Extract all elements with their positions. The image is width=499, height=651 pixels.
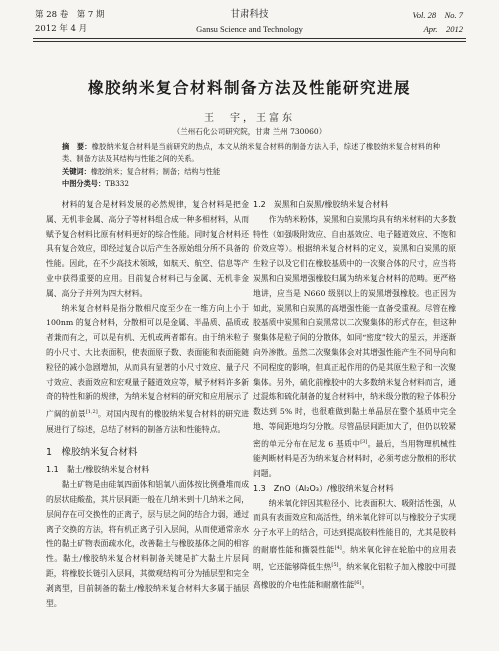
- zno-text-3: 。纳米氧化铝粒子加入橡胶中可提高橡胶的介电性能和耐磨性能: [253, 562, 457, 590]
- section-heading-1: 1 橡胶纳米复合材料: [46, 447, 138, 459]
- affiliation: （兰州石化公司研究院，甘肃 兰州 730060）: [172, 127, 327, 136]
- zno-text: 纳米氧化锌因其粒径小、比表面积大、吸附活性强，从而具有表面效应和高活性，纳米氧化锌可以与橡胶分子实现分子水平上的结合，可达到提高胶料性能目的，尤其是胶料的耐磨性能和撕裂性能: [253, 498, 456, 555]
- volume-cn: 第 28 卷 第 7 期: [35, 10, 105, 20]
- zno-text-2: 。纳米氧化锌在轮胎中的应用表明，它还能够降低生热: [253, 545, 457, 572]
- right-column: [253, 198, 456, 593]
- subsection-heading-1-1: 1.1 黏土/橡胶纳米复合材料: [46, 465, 150, 475]
- intro-paragraph-2-text: 纳米复合材料是指分散相尺度至少在一维方向上小于 100nm 的复合材料，分散相可以是金属、半晶质、晶质或者兼而有之，可以是有机、无机或两者都有。由于纳米粒子的小尺寸、大比表面积，使表面原子数、表面能和表面能随粒径的减小急剧增加，从而具有显著的小尺寸效应、量子尺寸效应、表面效应和宏观量子隧道效应等，赋予材料许多新奇的特性和新的规律，为纳米复合材料的研究和应用展示了广阔的前景: [46, 303, 249, 419]
- author-list: 王 宇，王富东: [204, 113, 295, 124]
- abstract-block: [62, 141, 440, 190]
- intro-paragraph-1: 材料的复合是材料发展的必然规律，复合材料是把金属、无机非金属、高分子等材料组合成一种多相材料，从而赋予复合材料比原有材料更好的综合性能。同时复合材料还具有复合效应，即经过复合以后产生各原始组分所不具备的性能。因此，在不少高技术领域，如航天、航空、信息等产业中获得重要的应用。目前复合材料已与金属、无机非金属、高分子并列为四大材料。: [46, 200, 249, 298]
- running-header: [0, 0, 499, 40]
- abstract-label: 摘 要：: [62, 142, 92, 151]
- classification-code: TB332: [105, 178, 129, 188]
- subsection-heading-1-3: 1.3 ZnO（Al₂O₃）/橡胶纳米复合材料: [253, 483, 394, 493]
- carbon-black-text: 作为纳米粉体，炭黑和白炭黑均具有纳米材料的大多数特性（如强吸附效应、自由基效应、电子隧道效应、不饱和价效应等）。根据纳米复合材料的定义，炭黑和白炭黑的原生粒子以及它们在橡胶基质中的一次聚合体的尺寸，应当将炭黑和白炭黑增强橡胶归属为纳米复合材料的范畴。更严格地讲，应当是 N660 级别以上的炭黑增强橡胶。也正因为如此，炭黑和白炭黑的高增强性能一直备受重视。尽管在橡胶基质中炭黑和白炭黑常以二次聚集体的形式存在，但这种聚集体是粒子间的分散体，如同“密度”较大的星云，并逐渐向外渗散。虽然二次聚集体会对其增强性能产生不同导向和不同程度的影响，但真正起作用的仍是其原生粒子和一次聚集体。另外，硫化前橡胶中的大多数纳米复合材料而言，通过混炼和硫化制备的复合材料中，纳米级分散的粒子体积分数达到 5% 时，也很难做到黏土单晶层在整个基质中完全地、等间距地均匀分散。尽管晶层间距加大了，但仍以较紧密的单元分布在尼龙 6 基质中: [253, 214, 456, 449]
- abstract-text: 橡胶纳米复合材料是当前研究的热点，本文从纳米复合材料的制备方法入手，综述了橡胶纳米复合材料的种类、制备方法及其结构与性能之间的关系。: [62, 142, 440, 164]
- intro-paragraph-2-end: 。对国内现有的橡胶纳米复合材料的研究进展进行了综述，总结了材料的制备方法和性能特点。: [46, 409, 250, 434]
- citation-ref: [3]: [360, 438, 368, 445]
- journal-name-cn: 甘肃科技: [230, 9, 269, 20]
- intro-paragraph-2: [46, 302, 249, 438]
- carbon-black-end: 。最后，当用物理机械性能判断材料是否为纳米复合材料时，必须考虑分散相的形状问题。: [253, 439, 457, 478]
- volume-en: Vol. 28 No. 7: [412, 10, 463, 20]
- carbon-black-paragraph: [253, 213, 456, 482]
- zno-end: 。: [361, 580, 370, 590]
- citation-ref: [5]: [331, 562, 339, 569]
- classification: [62, 178, 440, 190]
- keywords-text: 橡胶纳米；复合材料；制备；结构与性能: [90, 166, 221, 176]
- article-title: 橡胶纳米复合材料制备方法及性能研究进展: [87, 79, 411, 97]
- abstract: [62, 141, 440, 166]
- journal-name-en: Gansu Science and Technology: [196, 24, 303, 34]
- header-rule-2: [33, 41, 466, 42]
- keywords-label: 关键词：: [62, 166, 91, 176]
- citation-ref: [4]: [334, 544, 342, 551]
- date-cn: 2012 年 4 月: [35, 24, 88, 34]
- zno-paragraph: [253, 497, 456, 594]
- classification-label: 中图分类号：: [62, 178, 106, 188]
- left-column: [46, 198, 249, 611]
- keywords: [62, 166, 440, 178]
- date-en: Apr. 2012: [423, 24, 463, 34]
- citation-ref: [6]: [354, 579, 362, 586]
- header-rule: [33, 38, 466, 39]
- citation-ref: [1,2]: [85, 409, 98, 416]
- subsection-heading-1-2: 1.2 炭黑和白炭黑/橡胶纳米复合材料: [253, 200, 389, 209]
- clay-paragraph: 黏土矿物是由硅氧四面体和铝氧八面体按比例叠堆而成的层状硅酸盐，其片层间距一般在几纳米到十几纳米之间，层间存在可交换性的正离子，层与层之间的结合力弱，通过离子交换的方法，将有机正离子引入层间，从而使通常亲水性的黏土矿物表面疏水化，改善黏土与橡胶基体之间的相容性。黏土/橡胶纳米复合材料制备关键是扩大黏土片层间距，将橡胶长链引入层间，其微观结构可分为插层型和完全剥离型，目前制备的黏土/橡胶纳米复合材料大多属于插层型。: [46, 480, 249, 608]
